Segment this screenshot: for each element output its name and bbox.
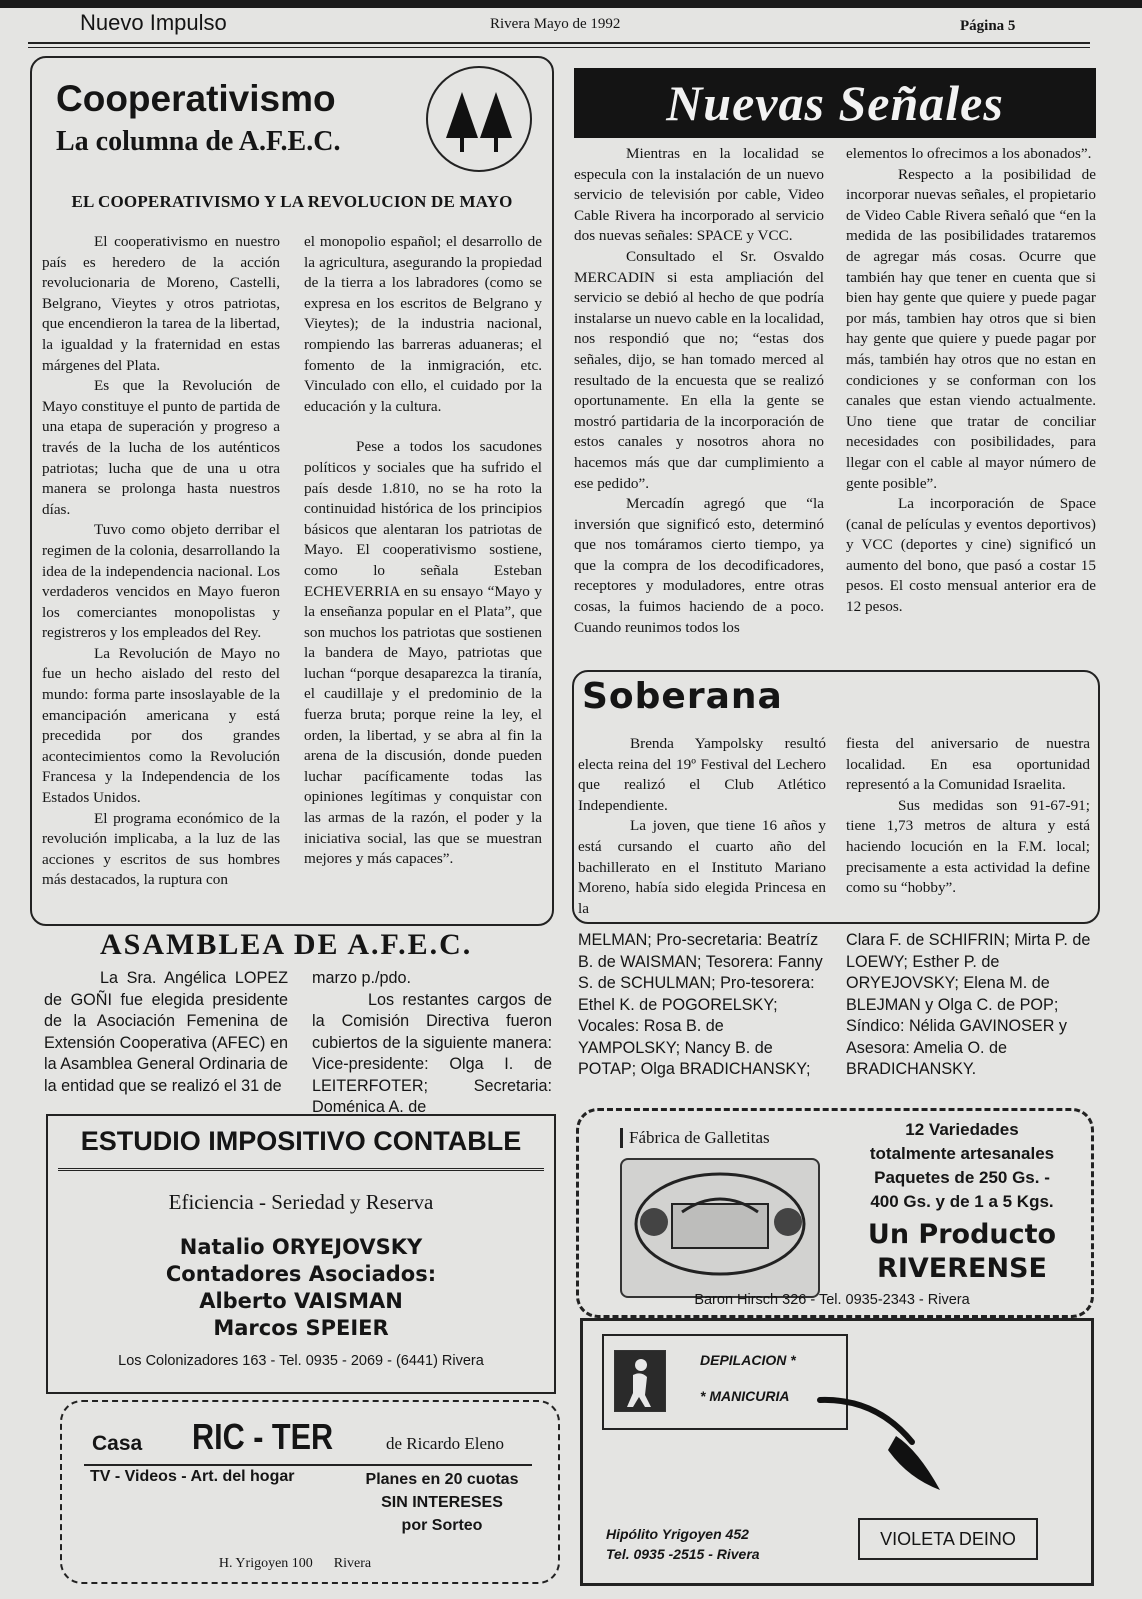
ricter-plans <box>352 1468 532 1537</box>
header-rule-thin <box>28 47 1090 48</box>
paragraph: El cooperativismo en nuestro país es heredero de la acción revolucionaria de Moreno, Castelli, Belgrano, Vieytes y otros patriotas, que encendieron la tarea de la libertad, la igualdad y la fraternidad en estas márgenes del Plata. <box>42 233 280 374</box>
plan-line: Planes en 20 cuotas <box>365 1471 519 1488</box>
asamblea-column-2 <box>312 968 552 1119</box>
desc-line: totalmente artesanales <box>869 1144 1055 1163</box>
paragraph: Respecto a la posibilidad de incorporar nuevas señales, el propietario de Video Cable Rivera señaló que “en la medida de las posibilidades trataremos de agregar más cosas. Ocurre que también hay que tener en cuenta que si bien hay gente que quiere y puede pagar por más, tambien hay otros que si bien hay gente que quiere y puede pagar por más, también hay otros que no estan en condiciones y se conforman con los canales que estan viendo actualmente. Uno tiene que tratar de conciliar necesidades con posibilidades, para llegar con el cable al mayor número de gente posible”. <box>846 165 1096 492</box>
nuevas-senales-title: Nuevas Señales <box>574 68 1096 138</box>
paragraph: Clara F. de SCHIFRIN; Mirta P. de LOEWY; Esther P. de ORYEJOVSKY; Elena M. de BLEJMAN y Olga C. de POP; Síndico: Nélida GAVINOSER y Asesora: Amelia O. de BRADICHANSKY. <box>846 931 1091 1078</box>
paragraph: Sus medidas son 91-67-91; tiene 1,73 metros de altura y está haciendo locución en la F.M. local; precisamente a esta actividad la define como su “hobby”. <box>846 796 1090 897</box>
estudio-divider <box>58 1168 544 1171</box>
asamblea-column-4 <box>846 930 1094 1081</box>
galletitas-description <box>846 1118 1078 1214</box>
violeta-address <box>606 1524 760 1564</box>
slogan-line: RIVERENSE <box>877 1253 1047 1284</box>
soberana-column-2 <box>846 734 1090 899</box>
tweezers-icon <box>816 1392 956 1492</box>
estudio-address: Los Colonizadores 163 - Tel. 0935 - 2069 - (6441) Rivera <box>118 1353 484 1369</box>
address-line: Hipólito Yrigoyen 452 <box>606 1526 749 1542</box>
paragraph: Los restantes cargos de la Comisión Directiva fueron cubiertos de la siguiente manera: Vice-presidente: Olga I. de LEITERFOTER; Secretaria: Doménica A. de <box>312 990 552 1116</box>
paragraph: La joven, que tiene 16 años y está cursando el cuarto año del bachillerato en el Instituto Mariano Moreno, había sido elegida Princesa en la <box>578 817 826 917</box>
page-number: Página 5 <box>960 18 1016 34</box>
ricter-address: H. Yrigoyen 100 Rivera <box>218 1556 372 1571</box>
ricter-divider <box>84 1464 532 1466</box>
cooperativismo-column-2 <box>304 232 542 870</box>
cooperativismo-headline: EL COOPERATIVISMO Y LA REVOLUCION DE MAYO <box>71 192 513 211</box>
desc-line: Paquetes de 250 Gs. - <box>874 1168 1050 1187</box>
paragraph: La incorporación de Space (canal de películas y eventos deportivos) y VCC (deportes y cine) significó un aumento del bono, que pasó a costar 15 pesos. El costo mensual anterior era de 12 pesos. <box>846 495 1096 616</box>
address-line: Tel. 0935 -2515 - Rivera <box>606 1546 760 1562</box>
twin-pines-logo-icon <box>426 66 532 172</box>
cooperativismo-title: Cooperativismo <box>56 78 336 119</box>
estudio-title: ESTUDIO IMPOSITIVO CONTABLE <box>80 1126 522 1156</box>
partner-name: Natalio ORYEJOVSKY <box>179 1235 423 1259</box>
paragraph: fiesta del aniversario de nuestra localidad. En esa oportunidad representó a la Comunidad Israelita. <box>846 735 1090 794</box>
paragraph: La Sra. Angélica LOPEZ de GOÑI fue elegida presidente de la Asociación Femenina de Extensión Cooperativa (AFEC) en la Asamblea General Ordinaria de la entidad que se realizó el 31 de <box>44 969 288 1095</box>
ricter-owner: de Ricardo Eleno <box>386 1434 505 1453</box>
plan-line: SIN INTERESES <box>381 1494 503 1511</box>
publication-name: Nuevo Impulso <box>80 10 227 35</box>
asamblea-title: ASAMBLEA DE A.F.E.C. <box>100 928 473 961</box>
paragraph: Brenda Yampolsky resultó electa reina del 19º Festival del Lechero que realizó el Club Atlético Independiente. <box>578 735 826 814</box>
slogan-line: Un Producto <box>867 1219 1057 1250</box>
desc-line: 12 Variedades <box>905 1120 1019 1139</box>
partners-heading: Contadores Asociados: <box>165 1262 437 1286</box>
paragraph: Es que la Revolución de Mayo constituye el punto de partida de una etapa de superación y progreso a través de la lucha de los auténticos patriotas; lucha que de una u otra manera se prolonga hasta nuestros días. <box>42 377 280 518</box>
violeta-name: VIOLETA DEINO <box>858 1518 1038 1560</box>
top-edge <box>0 0 1142 8</box>
violeta-service: * MANICURIA <box>700 1388 790 1404</box>
paragraph: Tuvo como objeto derribar el regimen de la colonia, desarrollando la idea de la independencia nacional. Los verdaderos vencidos en Mayo fueron los comerciantes monopolistas y registreros y los empleados del Rey. <box>42 521 280 642</box>
paragraph: Pese a todos los sacudones políticos y sociales que ha sufrido el país desde 1.810, no se ha roto la continuidad histórica de los principios básicos que alentaran los patriotas de Mayo. El cooperativismo sostiene, como lo señala Esteban ECHEVERRIA en su ensayo “Mayo y la enseñanza popular en el Plata”, que son muchos los patriotas que sostienen la bandera de Mayo, patriotas que luchan “porque desaparezca la tiranía, el caudillaje y el predominio de la fuerza bruta; porque reine la ley, el orden, la libertad, y se abra al fin la arena de la discusión, donde pueden luchar pacíficamente todas las opiniones legítimas y conquistar con las armas de la razón, el poder y la iniciativa social, las que se muestran mejores y más capaces”. <box>304 438 542 868</box>
plan-line: por Sorteo <box>401 1517 483 1534</box>
paragraph: Consultado el Sr. Osvaldo MERCADIN si esta ampliación del servicio se debió al hecho de que podría instalarse un nuevo cable en la localidad, nos respondió que no; “estas dos señales, dijo, se han tomado merced al resultado de la encuesta que se realizó oportunamente. En ella la gente se mostró partidaria de la incorporación de estos canales y nosotros ahora no hacemos más que dar cumplimiento a ese pedido”. <box>574 247 824 492</box>
galletitas-logo-image <box>620 1158 820 1298</box>
nuevas-senales-column-2 <box>846 144 1096 618</box>
paragraph: Mientras en la localidad se especula con la instalación de un nuevo servicio de televisión por cable, Video Cable Rivera ha incorporado al servicio dos nuevas señales: SPACE y VCC. <box>574 145 824 245</box>
galletitas-label: Fábrica de Galletitas <box>620 1128 770 1148</box>
estudio-tagline: Eficiencia - Seriedad y Reserva <box>168 1190 434 1214</box>
paragraph: el monopolio español; el desarrollo de la agricultura, asegurando la propiedad de la tierra a los labradores (como se expresa en los escritos de Belgrano y Vieytes); de la industria nacional, rompiendo las barreras aduaneras; el fomento de la inmigración, etc. Vinculado con ello, el cuidado por la educación y la cultura. <box>304 233 542 415</box>
soberana-title: Soberana <box>582 676 783 717</box>
nuevas-senales-column-1 <box>574 144 824 638</box>
paragraph: La Revolución de Mayo no fue un hecho aislado del resto del mundo: forma parte insoslayable de la emancipación americana y está precedida por dos grandes acontecimientos como la Revolución Francesa y la Independencia de los Estados Unidos. <box>42 644 280 807</box>
ricter-name: RIC - TER <box>192 1416 334 1457</box>
ricter-products: TV - Videos - Art. del hogar <box>90 1468 295 1485</box>
cooperativismo-column-1 <box>42 232 280 891</box>
paragraph: elementos lo ofrecimos a los abonados”. <box>846 145 1092 162</box>
issue-date: Rivera Mayo de 1992 <box>490 16 621 32</box>
galletitas-address: Baron Hirsch 326 - Tel. 0935-2343 - Rivera <box>694 1292 970 1308</box>
figure-icon <box>614 1350 666 1412</box>
galletitas-slogan <box>846 1218 1078 1286</box>
header-rule <box>28 42 1090 44</box>
estudio-partners <box>50 1234 552 1342</box>
ricter-casa-label: Casa <box>92 1432 143 1455</box>
soberana-column-1 <box>578 734 826 919</box>
cooperativismo-subtitle: La columna de A.F.E.C. <box>56 126 341 157</box>
violeta-service: DEPILACION * <box>700 1352 796 1368</box>
asamblea-column-3 <box>578 930 826 1081</box>
paragraph: El programa económico de la revolución implicaba, a la luz de las acciones y escritos de sus hombres más destacados, la ruptura con <box>42 809 280 889</box>
partner-name: Marcos SPEIER <box>213 1316 389 1340</box>
paragraph: Mercadín agregó que “la inversión que significó esto, determinó que nos tomáramos cierto tiempo, ya que la compra de los decodificadores, receptores y moduladores, entre otras cosas, la fuimos haciendo de a poco. Cuando reunimos todos los <box>574 495 824 636</box>
asamblea-column-1 <box>44 968 288 1097</box>
paragraph: marzo p./pdo. <box>312 969 411 987</box>
desc-line: 400 Gs. y de 1 a 5 Kgs. <box>870 1192 1054 1211</box>
paragraph: MELMAN; Pro-secretaria: Beatríz B. de WAISMAN; Tesorera: Fanny S. de SCHULMAN; Pro-tesorera: Ethel K. de POGORELSKY; Vocales: Rosa B. de YAMPOLSKY; Nancy B. de POTAP; Olga BRADICHANSKY; <box>578 931 823 1078</box>
partner-name: Alberto VAISMAN <box>199 1289 403 1313</box>
